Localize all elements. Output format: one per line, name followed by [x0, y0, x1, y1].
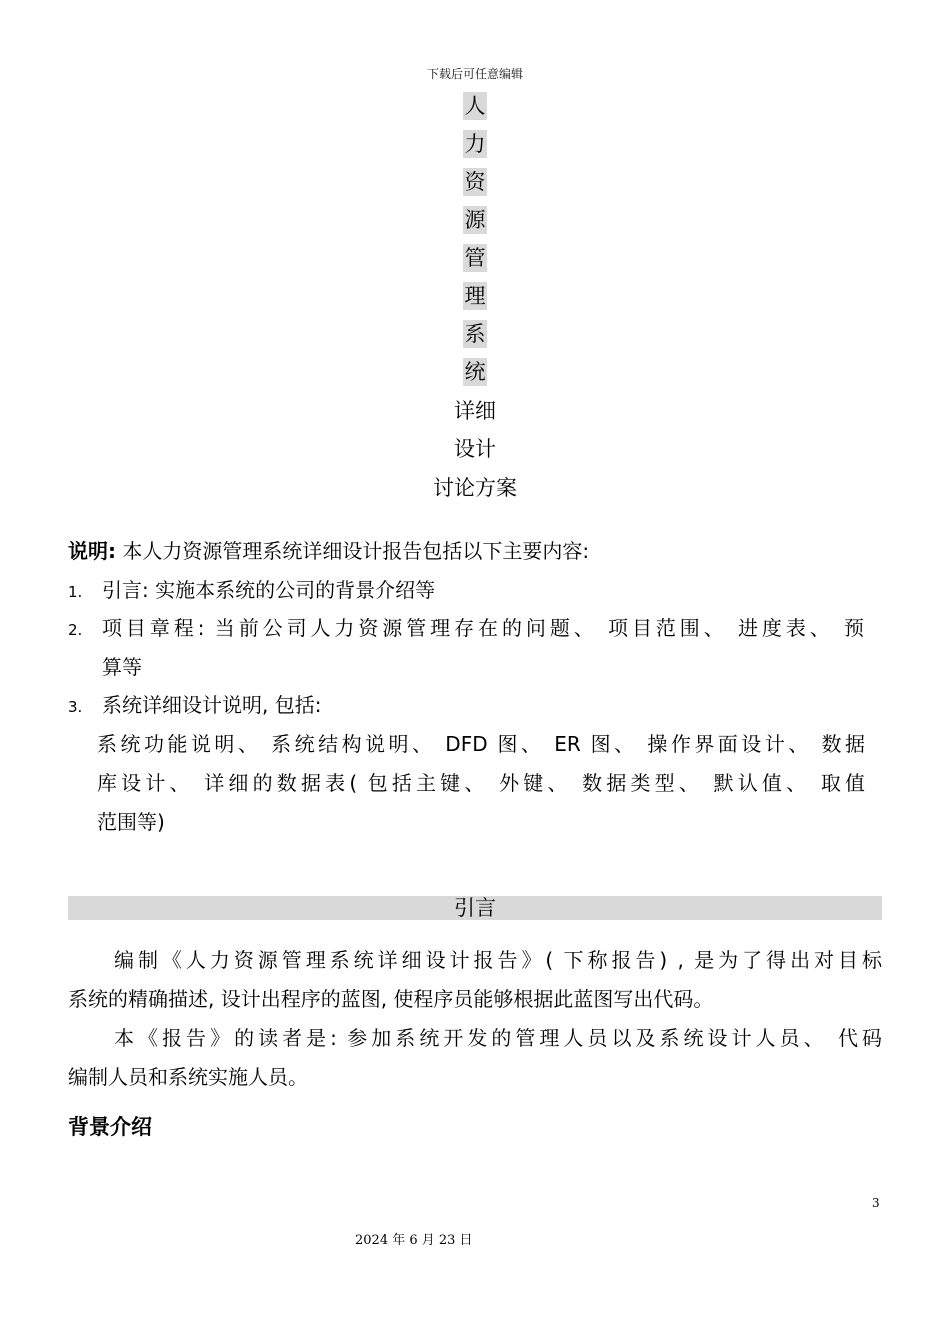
item3-detail-line: 系统功能说明、 系统结构说明、 DFD 图、 ER 图、 操作界面设计、 数据 — [97, 732, 865, 756]
title-line: 详细 — [454, 399, 496, 423]
title-char: 人 — [464, 94, 486, 118]
section-heading-bar — [68, 896, 882, 920]
list-number: 3. — [68, 698, 83, 716]
title-line: 讨论方案 — [433, 476, 517, 500]
list-item-text: 算等 — [102, 655, 142, 679]
title-line: 设计 — [454, 437, 496, 461]
list-item-text: 系统详细设计说明, 包括: — [102, 693, 322, 717]
title-char: 资 — [464, 170, 486, 194]
footer-date: 2024 年 6 月 23 日 — [355, 1233, 473, 1248]
subheading: 背景介绍 — [68, 1115, 152, 1139]
item3-detail-line: 库设计、 详细的数据表( 包括主键、 外键、 数据类型、 默认值、 取值 — [97, 771, 865, 795]
header-note: 下载后可任意编辑 — [426, 67, 523, 81]
intro-line — [68, 537, 888, 565]
title-char: 系 — [464, 322, 486, 346]
page-number: 3 — [872, 1196, 880, 1210]
list-number: 1. — [68, 583, 83, 601]
intro-lead: 说明: — [68, 539, 116, 563]
list-item — [68, 576, 888, 604]
list-item-text: 引言: 实施本系统的公司的背景介绍等 — [102, 578, 436, 602]
item3-detail-line: 范围等) — [97, 810, 165, 834]
paragraph-line: 编制人员和系统实施人员。 — [68, 1065, 308, 1089]
intro-text: 本人力资源管理系统详细设计报告包括以下主要内容: — [122, 539, 590, 563]
paragraph-line: 系统的精确描述, 设计出程序的蓝图, 使程序员能够根据此蓝图写出代码。 — [68, 987, 714, 1011]
section-heading: 引言 — [454, 896, 496, 920]
list-number: 2. — [68, 621, 83, 639]
list-item — [68, 691, 888, 719]
title-char: 源 — [464, 208, 486, 232]
title-char: 管 — [464, 246, 486, 270]
paragraph-line: 本《报告》的读者是: 参加系统开发的管理人员以及系统设计人员、 代码 — [114, 1026, 882, 1050]
title-char: 理 — [464, 284, 486, 308]
title-char: 力 — [464, 132, 486, 156]
list-item — [68, 614, 888, 679]
paragraph-line: 编制《人力资源管理系统详细设计报告》( 下称报告) , 是为了得出对目标 — [114, 948, 882, 972]
title-char: 统 — [464, 360, 486, 384]
list-item-text: 项目章程: 当前公司人力资源管理存在的问题、 项目范围、 进度表、 预 — [102, 616, 864, 640]
